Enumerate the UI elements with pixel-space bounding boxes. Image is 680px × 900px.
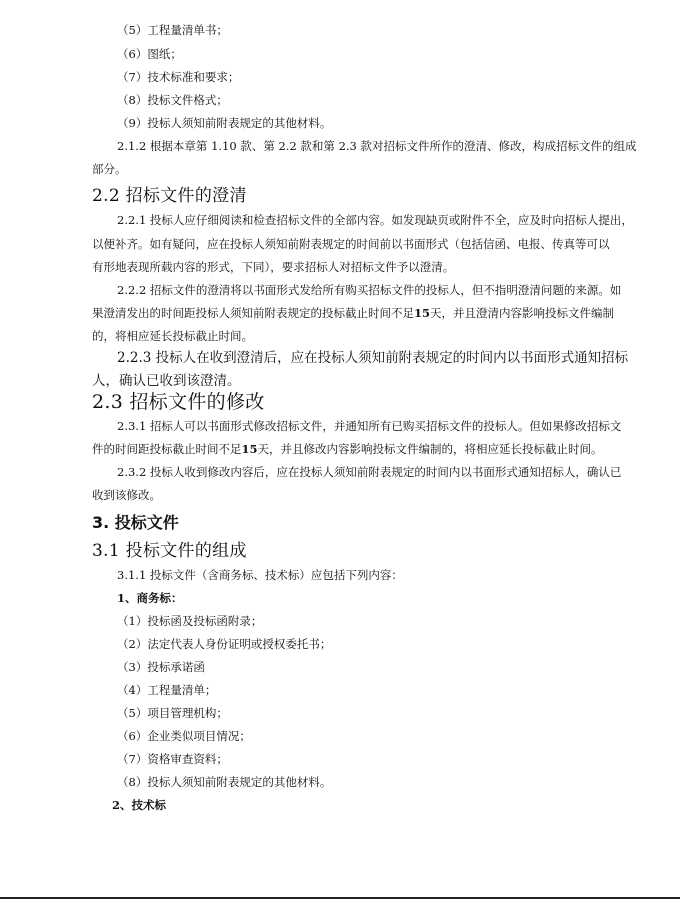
list-item: （8）投标人须知前附表规定的其他材料。 <box>117 775 332 789</box>
clause-3-1-1: 3.1.1 投标文件（含商务标、技术标）应包括下列内容： <box>117 568 403 582</box>
list-item: （8）投标文件格式； <box>117 93 228 107</box>
clause-text: 果澄清发出的时间距投标人须知前附表规定的投标截止时间不足 <box>92 306 414 320</box>
clause-2-3-2-line2: 收到该修改。 <box>92 488 161 502</box>
list-item: （4）工程量清单； <box>117 683 217 697</box>
clause-text: 件的时间距投标截止时间不足 <box>92 442 242 456</box>
clause-2-2-3-line1: 2.2.3 投标人在收到澄清后，应在投标人须知前附表规定的时间内以书面形式通知招标 <box>117 350 629 366</box>
page-bottom-border <box>0 897 680 899</box>
clause-2-1-2-line2: 部分。 <box>92 162 127 176</box>
list-item: （3）投标承诺函 <box>117 660 205 674</box>
clause-2-2-2-line1: 2.2.2 招标文件的澄清将以书面形式发给所有购买招标文件的投标人，但不指明澄清问题的来源。如 <box>117 283 622 297</box>
list-item: （9）投标人须知前附表规定的其他材料。 <box>117 116 332 130</box>
clause-2-2-1-line2: 以便补齐。如有疑问，应在投标人须知前附表规定的时间前以书面形式（包括信函、电报、传真等可以 <box>92 237 610 251</box>
commercial-label: 1、商务标： <box>117 591 183 605</box>
clause-2-2-2-line2 <box>92 305 642 321</box>
heading-3-1: 3.1 投标文件的组成 <box>92 541 247 561</box>
list-item: （5）工程量清单书； <box>117 23 228 37</box>
clause-2-2-3-line2: 人，确认已收到该澄清。 <box>92 373 241 389</box>
list-item: （6）图纸； <box>117 47 182 61</box>
clause-2-3-1-line1: 2.3.1 招标人可以书面形式修改招标文件，并通知所有已购买招标文件的投标人。但如果修改招标文 <box>117 419 622 433</box>
clause-2-2-1-line1: 2.2.1 投标人应仔细阅读和检查招标文件的全部内容。如发现缺页或附件不全，应及时向招标人提出， <box>117 213 633 227</box>
list-item: （7）资格审查资料； <box>117 752 228 766</box>
technical-label: 2、技术标 <box>112 798 167 812</box>
clause-text: 天，并且澄清内容影响投标文件编制 <box>430 306 615 320</box>
clause-2-3-1-line2 <box>92 441 642 457</box>
day-count: 15 <box>414 306 431 320</box>
clause-2-2-2-line3: 的，将相应延长投标截止时间。 <box>92 329 253 343</box>
list-item: （5）项目管理机构； <box>117 706 228 720</box>
list-item: （2）法定代表人身份证明或授权委托书； <box>117 637 332 651</box>
heading-2-3: 2.3 招标文件的修改 <box>92 391 265 413</box>
clause-2-1-2-line1: 2.1.2 根据本章第 1.10 款、第 2.2 款和第 2.3 款对招标文件所作的澄清、修改，构成招标文件的组成 <box>117 139 637 153</box>
list-item: （7）技术标准和要求； <box>117 70 240 84</box>
heading-3: 3. 投标文件 <box>92 513 179 532</box>
list-item: （1）投标函及投标函附录； <box>117 614 263 628</box>
heading-2-2: 2.2 招标文件的澄清 <box>92 186 247 206</box>
day-count: 15 <box>241 442 258 456</box>
clause-text: 天，并且修改内容影响投标文件编制的，将相应延长投标截止时间。 <box>257 442 603 456</box>
clause-2-3-2-line1: 2.3.2 投标人收到修改内容后，应在投标人须知前附表规定的时间内以书面形式通知招标人，确认已 <box>117 465 622 479</box>
clause-2-2-1-line3: 有形地表现所载内容的形式，下同），要求招标人对招标文件予以澄清。 <box>92 260 455 274</box>
list-item: （6）企业类似项目情况； <box>117 729 251 743</box>
